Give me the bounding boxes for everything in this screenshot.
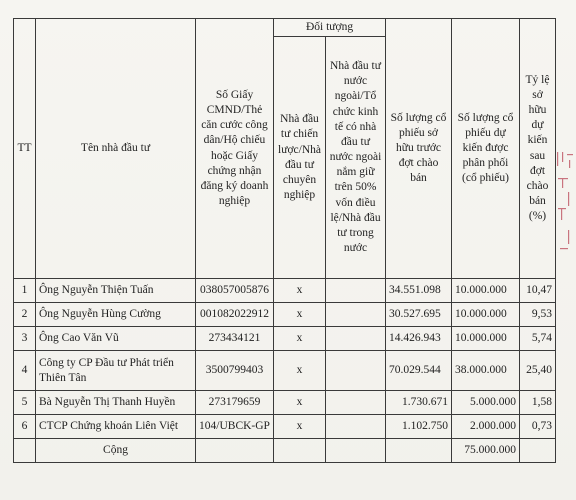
row-id: 038057005876 [196,279,274,303]
total-id-empty [196,439,274,463]
total-tt-empty [14,439,36,463]
table-row [14,415,556,439]
row-ratio-after: 10,47 [520,279,556,303]
header-tt: TT [14,19,36,279]
row-shares-before: 70.029.544 [386,351,452,391]
row-strategic-mark: x [274,303,326,327]
row-id: 273179659 [196,391,274,415]
row-foreign-mark [326,327,386,351]
header-id-document: Số Giấy CMND/Thẻ căn cước công dân/Hộ chiếu hoặc Giấy chứng nhận đăng ký doanh nghiệp [196,19,274,279]
header-subject-group: Đối tượng [274,19,386,37]
row-id: 273434121 [196,327,274,351]
row-strategic-mark: x [274,327,326,351]
header-shares-expected: Số lượng cổ phiếu dự kiến được phân phối (cổ phiếu) [452,19,520,279]
row-strategic-mark: x [274,279,326,303]
row-investor-name: Ông Nguyễn Hùng Cường [36,303,196,327]
header-ratio-after: Tỷ lệ sở hữu dự kiến sau đợt chào bán (%) [520,19,556,279]
header-investor-name: Tên nhà đầu tư [36,19,196,279]
row-shares-before: 34.551.098 [386,279,452,303]
red-stamp-fragment [554,148,576,268]
row-foreign-mark [326,279,386,303]
row-foreign-mark [326,303,386,327]
table-row [14,391,556,415]
row-shares-before: 1.102.750 [386,415,452,439]
table-row [14,279,556,303]
total-shares-expected: 75.000.000 [452,439,520,463]
table-row [14,327,556,351]
row-tt: 5 [14,391,36,415]
row-ratio-after: 1,58 [520,391,556,415]
table-row [14,303,556,327]
row-foreign-mark [326,415,386,439]
total-before-empty [386,439,452,463]
row-id: 104/UBCK-GP [196,415,274,439]
row-investor-name: Công ty CP Đầu tư Phát triển Thiên Tân [36,351,196,391]
row-ratio-after: 9,53 [520,303,556,327]
row-tt: 1 [14,279,36,303]
row-strategic-mark: x [274,351,326,391]
investor-table [13,18,556,463]
row-investor-name: Ông Cao Văn Vũ [36,327,196,351]
row-shares-before: 1.730.671 [386,391,452,415]
row-shares-before: 14.426.943 [386,327,452,351]
row-strategic-mark: x [274,415,326,439]
row-shares-expected: 5.000.000 [452,391,520,415]
row-shares-expected: 10.000.000 [452,303,520,327]
row-tt: 4 [14,351,36,391]
row-tt: 3 [14,327,36,351]
total-row [14,439,556,463]
row-shares-expected: 2.000.000 [452,415,520,439]
header-strategic-investor: Nhà đầu tư chiến lược/Nhà đầu tư chuyên nghiệp [274,37,326,279]
row-shares-before: 30.527.695 [386,303,452,327]
row-ratio-after: 25,40 [520,351,556,391]
header-foreign-investor: Nhà đầu tư nước ngoài/Tổ chức kinh tế có nhà đầu tư nước ngoài nắm giữ trên 50% vốn điều lệ/Nhà đầu tư trong nước [326,37,386,279]
row-shares-expected: 10.000.000 [452,279,520,303]
row-ratio-after: 0,73 [520,415,556,439]
row-id: 001082022912 [196,303,274,327]
total-foreign-empty [326,439,386,463]
table-row [14,351,556,391]
total-ratio-empty [520,439,556,463]
row-tt: 2 [14,303,36,327]
header-shares-before: Số lượng cổ phiếu sở hữu trước đợt chào bán [386,19,452,279]
row-id: 3500799403 [196,351,274,391]
row-shares-expected: 38.000.000 [452,351,520,391]
row-tt: 6 [14,415,36,439]
total-label: Cộng [36,439,196,463]
total-strategic-empty [274,439,326,463]
row-investor-name: Bà Nguyễn Thị Thanh Huyền [36,391,196,415]
row-ratio-after: 5,74 [520,327,556,351]
row-investor-name: CTCP Chứng khoán Liên Việt [36,415,196,439]
row-investor-name: Ông Nguyễn Thiện Tuấn [36,279,196,303]
row-shares-expected: 10.000.000 [452,327,520,351]
row-foreign-mark [326,391,386,415]
row-foreign-mark [326,351,386,391]
row-strategic-mark: x [274,391,326,415]
